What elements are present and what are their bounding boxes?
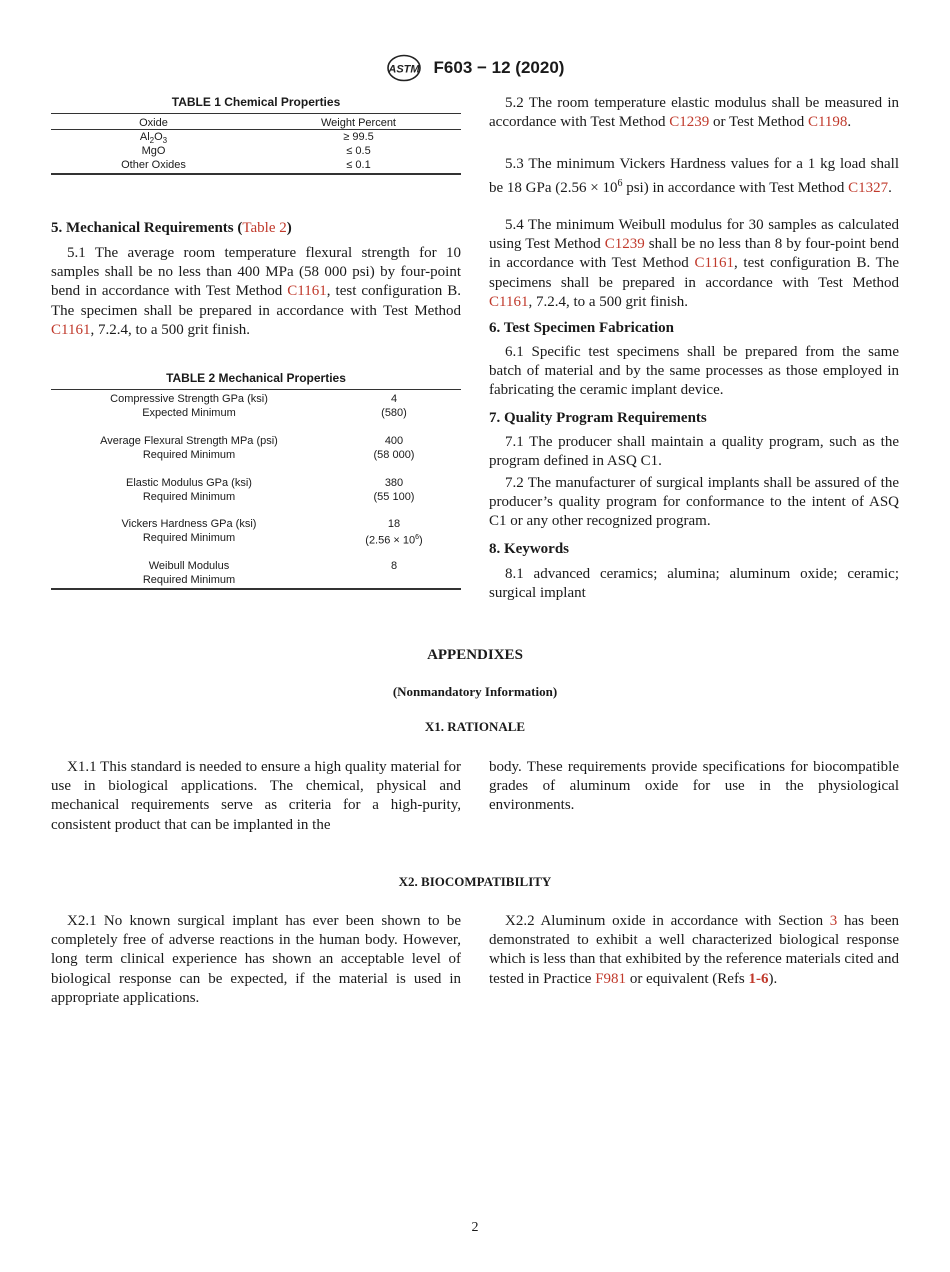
- c1239-link[interactable]: C1239: [669, 114, 710, 131]
- table2-value: 400 (58 000): [373, 435, 415, 461]
- astm-logo-icon: [386, 54, 422, 82]
- table2-link[interactable]: Table 2: [242, 220, 287, 236]
- c1161-link[interactable]: C1161: [51, 321, 91, 338]
- table2-top-rule: [51, 389, 461, 390]
- paragraph-8-1: 8.1 advanced ceramics; alumina; aluminum oxide; ceramic; surgical implant: [489, 566, 899, 602]
- x2-title: X2. BIOCOMPATIBILITY: [398, 874, 552, 889]
- paragraph-5-2: 5.2 The room temperature elastic modulus shall be measured in accordance with Test Method C1239 or Test Method C1198.: [489, 95, 899, 131]
- paragraph-6-1: 6.1 Specific test specimens shall be prepared from the same batch of material and by the same processes as those employed in fabricating the ceramic implant device.: [489, 344, 899, 399]
- table1-row-value: ≤ 0.1: [346, 159, 371, 171]
- table2-property: Weibull Modulus Required Minimum: [142, 560, 236, 586]
- table2-value: 18 $(2.56 \times 10^6)$: [365, 518, 423, 547]
- table1-row-value: ≤ 0.5: [346, 145, 371, 157]
- table2-value: 4 (580): [381, 393, 407, 419]
- table1-row-oxide: MgO: [141, 145, 166, 157]
- f981-link[interactable]: F981: [595, 970, 627, 987]
- table2-bottom-rule: [51, 588, 461, 590]
- page-header: [0, 54, 950, 82]
- table2-value: 380 (55 100): [373, 477, 415, 503]
- paragraph-x1-1-right: body. These requirements provide specifications for biocompatible grades of aluminum oxide for use in the physiological environments.: [489, 759, 899, 814]
- table1-bottom-rule: [51, 173, 461, 175]
- paragraph-5-1: 5.1 The average room temperature flexural strength for 10 samples shall be no less than 400 MPa (58 000 psi) by four-point bend in accordance with Test Method C1161, test configuration B. The specimen shall be prepared in accordance with Test Method C1161, 7.2.4, to a 500 grit finish.: [51, 245, 461, 338]
- c1161-link[interactable]: C1161: [287, 283, 327, 300]
- table1-header-oxide: Oxide: [139, 117, 168, 129]
- c1161-link[interactable]: C1161: [489, 293, 529, 310]
- c1239-link[interactable]: C1239: [604, 236, 645, 253]
- section6-heading: 6. Test Specimen Fabrication: [489, 320, 675, 336]
- paragraph-x2-2: X2.2 Aluminum oxide in accordance with Section 3 has been demonstrated to exhibit a well characterized biological response which is less than that exhibited by the reference materials cited and tested in Practice F981 or equivalent (Refs 1-6).: [489, 913, 899, 987]
- section8-heading: 8. Keywords: [489, 541, 569, 557]
- table1-title: TABLE 1 Chemical Properties: [171, 95, 341, 109]
- paragraph-7-2: 7.2 The manufacturer of surgical implants shall be assured of the producer’s quality program for conformance to the intent of ASQ C1 or any other recognized program.: [489, 475, 899, 530]
- c1327-link[interactable]: C1327: [848, 180, 889, 197]
- table1-row-oxide: Other Oxides: [121, 159, 186, 171]
- table2-property: Compressive Strength GPa (ksi) Expected Minimum: [110, 393, 268, 419]
- x1-title: X1. RATIONALE: [424, 719, 526, 734]
- paragraph-5-3: 5.3 The minimum Vickers Hardness values for a 1 kg load shall be 18 GPa ($2.56 \times 10^6$ psi) in accordance with Test Method C1327.: [489, 156, 899, 197]
- page-number: 2: [471, 1220, 479, 1235]
- appendixes-subtitle: (Nonmandatory Information): [392, 684, 558, 699]
- table2-property: Average Flexural Strength MPa (psi) Required Minimum: [100, 435, 278, 461]
- c1161-link[interactable]: C1161: [694, 255, 734, 272]
- table1-header-weight: Weight Percent: [320, 117, 396, 129]
- table2-property: Elastic Modulus GPa (ksi) Required Minimum: [126, 477, 252, 503]
- c1198-link[interactable]: C1198: [807, 114, 848, 131]
- table2-title: TABLE 2 Mechanical Properties: [166, 371, 346, 385]
- svg-text:ASTM: ASTM: [387, 63, 420, 76]
- table1-row-value: ≥ 99.5: [343, 131, 374, 143]
- refs-link[interactable]: 1-6: [748, 970, 769, 987]
- table1-top-rule: [51, 113, 461, 114]
- paragraph-7-1: 7.1 The producer shall maintain a quality program, such as the program defined in ASQ C1.: [489, 434, 899, 470]
- paragraph-x1-1-left: X1.1 This standard is needed to ensure a high quality material for use in biological applications. The chemical, physical and mechanical requirements serve as criteria for a high-purity, consistent product that can be implanted in the: [51, 759, 461, 833]
- table1-row-oxide: $Al_2O_3$: [139, 131, 168, 146]
- appendixes-title: APPENDIXES: [427, 647, 523, 663]
- paragraph-x2-1: X2.1 No known surgical implant has ever been shown to be completely free of adverse reactions in the human body. However, long term clinical experience has shown an acceptable level of biological response can be expected, if the material is used in appropriate applications.: [51, 913, 461, 1006]
- section5-heading: 5. Mechanical Requirements (Table 2): [51, 220, 292, 236]
- table2-value: 8: [390, 560, 398, 572]
- document-id: F603 − 12 (2020): [433, 58, 565, 77]
- paragraph-5-4: 5.4 The minimum Weibull modulus for 30 samples as calculated using Test Method C1239 shall be no less than 8 by four-point bend in accordance with Test Method C1161, test configuration B. The specimens shall be prepared in accordance with Test Method C1161, 7.2.4, to a 500 grit finish.: [489, 217, 899, 310]
- section7-heading: 7. Quality Program Requirements: [489, 410, 707, 426]
- table2-property: Vickers Hardness GPa (ksi) Required Minimum: [121, 518, 257, 544]
- section3-link[interactable]: 3: [829, 913, 838, 929]
